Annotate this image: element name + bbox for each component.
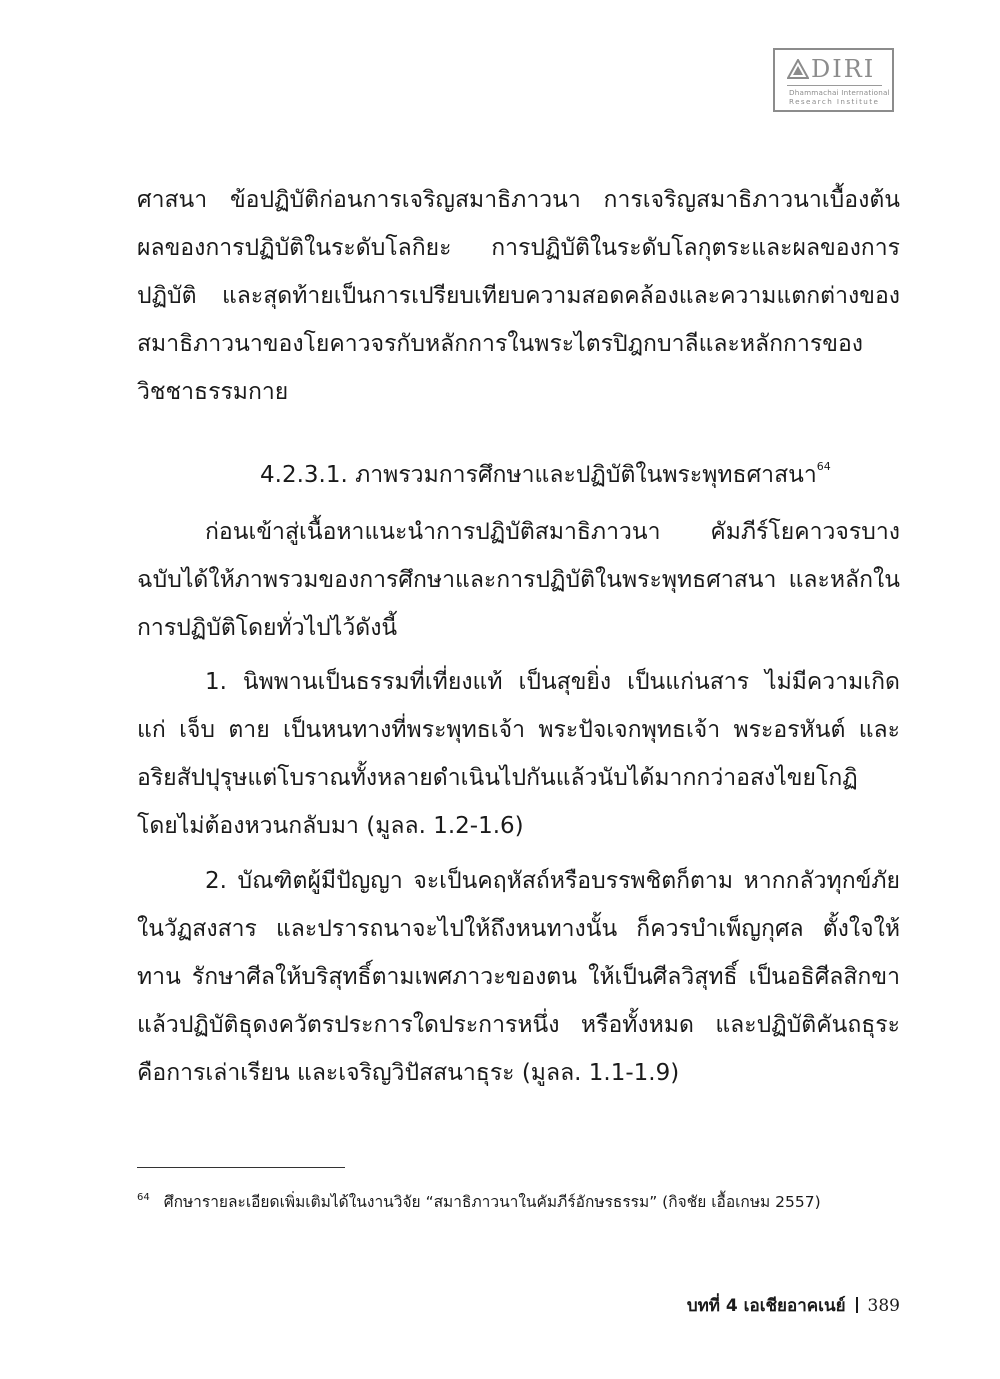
- page-footer: [687, 1292, 900, 1319]
- footnote-text: ศึกษารายละเอียดเพิ่มเติมได้ในงานวิจัย “สมาธิภาวนาในคัมภีร์อักษรธรรม” (กิจชัย เอื้อเกษม 2557): [163, 1193, 821, 1211]
- paragraph-3-container: [137, 658, 900, 850]
- footnote: [137, 1186, 907, 1214]
- paragraph-4: 2. บัณฑิตผู้มีปัญญา จะเป็นคฤหัสถ์หรือบรรพชิตก็ตาม หากกลัวทุกข์ภัยในวัฏสงสาร และปรารถนาจะไปให้ถึงหนทางนั้น ก็ควรบำเพ็ญกุศล ตั้งใจให้ทาน รักษาศีลให้บริสุทธิ์ตามเพศภาวะของตน ให้เป็นศีลวิสุทธิ์ เป็นอธิศีลสิกขา แล้วปฏิบัติธุดงควัตรประการใดประการหนึ่ง หรือทั้งหมด และปฏิบัติคันถธุระคือการเล่าเรียน และเจริญวิปัสสนาธุระ (มูลล. 1.1-1.9): [137, 868, 900, 1086]
- paragraph-3: 1. นิพพานเป็นธรรมที่เที่ยงแท้ เป็นสุขยิ่ง เป็นแก่นสาร ไม่มีความเกิด แก่ เจ็บ ตาย เป็นหนทางที่พระพุทธเจ้า พระปัจเจกพุทธเจ้า พระอรหันต์ และอริยสัปปุรุษแต่โบราณทั้งหลายดำเนินไปกันแล้วนับได้มากกว่าอสงไขยโกฏิ โดยไม่ต้องหวนกลับมา (มูลล. 1.2-1.6): [137, 669, 900, 839]
- paragraph-1: ศาสนา ข้อปฏิบัติก่อนการเจริญสมาธิภาวนา การเจริญสมาธิภาวนาเบื้องต้น ผลของการปฏิบัติในระดับโลกิยะ การปฏิบัติในระดับโลกุตระและผลของการปฏิบัติ และสุดท้ายเป็นการเปรียบเทียบความสอดคล้องและความแตกต่างของสมาธิภาวนาของโยคาวจรกับหลักการในพระไตรปิฎกบาลีและหลักการของวิชชาธรรมกาย: [137, 187, 900, 405]
- footnote-divider: [137, 1167, 345, 1168]
- logo-subtitle-1: Dhammachai International: [789, 88, 890, 97]
- logo-subtitle-2: Research Institute: [789, 97, 880, 106]
- section-heading-text: 4.2.3.1. ภาพรวมการศึกษาและปฏิบัติในพระพุทธศาสนา: [260, 462, 817, 488]
- logo-wordmark: DIRI: [811, 55, 876, 83]
- chapter-title: บทที่ 4 เอเชียอาคเนย์: [686, 1296, 846, 1316]
- paragraph-2-container: [137, 508, 900, 652]
- paragraph-2: ก่อนเข้าสู่เนื้อหาแนะนำการปฏิบัติสมาธิภาวนา คัมภีร์โยคาวจรบางฉบับได้ให้ภาพรวมของการศึกษาและการปฏิบัติในพระพุทธศาสนา และหลักในการปฏิบัติโดยทั่วไปไว้ดังนี้: [137, 519, 900, 641]
- paragraph-1-container: [137, 176, 900, 416]
- logo-divider: [787, 85, 882, 86]
- diri-logo: [773, 48, 894, 112]
- footer-separator: [856, 1297, 858, 1313]
- footnote-ref[interactable]: 64: [816, 460, 831, 473]
- section-heading: [260, 447, 1000, 495]
- footnote-number: 64: [137, 1192, 150, 1203]
- paragraph-4-container: [137, 857, 900, 1097]
- triangle-logo-icon: [787, 59, 809, 79]
- page-number: 389: [867, 1296, 900, 1316]
